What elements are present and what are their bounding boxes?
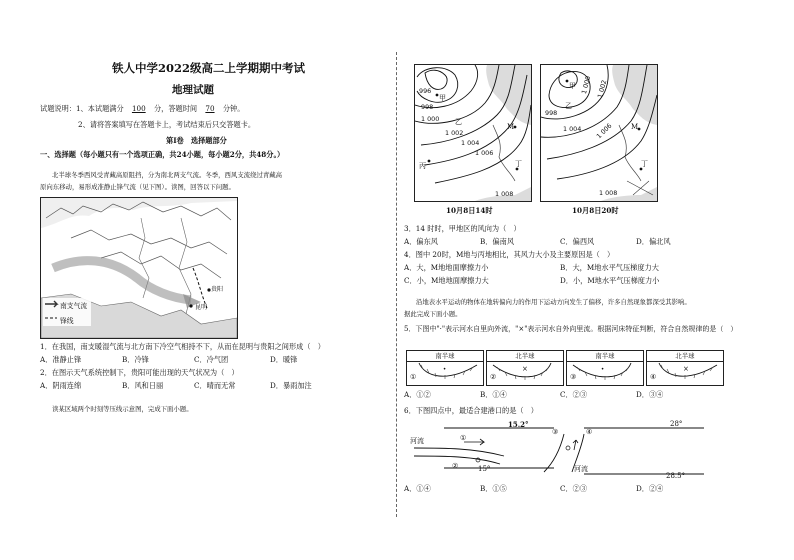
map2-caption: 10月8日20时: [572, 206, 619, 215]
q4-option-b[interactable]: B．大，M地水平气压梯度力大: [560, 263, 659, 272]
place-yi-map2: 乙: [565, 102, 572, 110]
isobar-label-1000: 1 000: [421, 115, 440, 123]
q3-stem: 3．14 时时，甲地区的风向为（ ）: [404, 224, 521, 233]
q5-panel-3-number: ③: [570, 373, 577, 381]
q4-option-a[interactable]: A．大，M地地面摩擦力小: [404, 263, 489, 272]
q6-option-a[interactable]: A．①④: [404, 484, 431, 493]
isobar-label-998: 998: [421, 103, 434, 111]
place-m-map2: M: [631, 123, 639, 131]
q6-option-c[interactable]: C．②③: [560, 484, 588, 493]
q5-option-c[interactable]: C．②③: [560, 390, 588, 399]
volume-heading: 第Ⅰ卷 选择题部分: [166, 136, 227, 145]
place-ding-map2: 丁: [641, 160, 648, 168]
place-m-map1: M: [507, 123, 515, 131]
lat-label-28-5: 28.5°: [666, 472, 686, 480]
isobar-label-1008-b: 1 008: [599, 189, 618, 197]
isobar-label-996: 996: [419, 87, 432, 95]
exam-subtitle: 地理试题: [172, 84, 214, 96]
front-map: [40, 197, 238, 339]
q2-option-d[interactable]: D．暴雨加注: [270, 381, 312, 390]
isobar-label-1008: 1 008: [495, 190, 514, 198]
passage-intro-2: 原向东移动，易形成准静止锋气流（见下图）。读图，回答以下问题。: [40, 183, 235, 191]
point-2: ②: [452, 462, 459, 470]
q5-stem: 5．下图中"·"表示河水自里向外流，"×"表示河水自外向里流。根据河床特征判断，符合自然规律的是（ ）: [404, 325, 738, 333]
q5-panel-3: [566, 350, 644, 386]
instructions-line1: 试题说明：1、本试题满分 100 分，答题时间 70 分钟。: [40, 104, 245, 113]
q6-diagram-graphic: [404, 420, 734, 480]
q3-option-c[interactable]: C．偏西风: [560, 237, 595, 246]
q5-panel-1: [406, 350, 484, 386]
q5-panel-4: [646, 350, 724, 386]
lat-label-15-2: 15.2°: [508, 420, 529, 429]
q4-option-d[interactable]: D．小，M地水平气压梯度力小: [560, 276, 660, 285]
instructions-line2: 2、请将答案填写在答题卡上，考试结束后只交答题卡。: [78, 120, 256, 129]
lat-label-15: 15°: [478, 465, 491, 473]
q6-option-b[interactable]: B．①⑤: [480, 484, 507, 493]
q5-option-a[interactable]: A．①②: [404, 390, 431, 399]
q5-panel-3-label: 南半球: [567, 351, 643, 362]
q6-stem: 6．下图四点中，最适合建港口的是（ ）: [404, 406, 538, 415]
isobar-map-20h: [540, 64, 658, 202]
place-yi-map1: 乙: [455, 118, 462, 126]
legend-south-stream: 南支气流: [60, 302, 88, 310]
q2-stem: 2．在图示天气系统控制下，贵阳可能出现的天气状况为（ ）: [40, 368, 239, 377]
place-bing-map1: 丙: [419, 162, 426, 170]
isobar-label-998-b: 998: [545, 109, 558, 117]
q5-panel-2-label: 北半球: [487, 351, 563, 362]
legend-front: 锋线: [60, 317, 74, 325]
q1-option-a[interactable]: A．准静止锋: [40, 355, 82, 364]
passage-coriolis-1: 沿地表水平运动的物体在地转偏向力的作用下运动方向发生了偏移，许多自然现象都深受其影响。: [416, 298, 691, 306]
q5-riverbed-3: [567, 361, 643, 385]
place-ding-map1: 丁: [515, 160, 522, 168]
q1-option-d[interactable]: D．暖锋: [270, 355, 298, 364]
exam-title: 铁人中学2022级高二上学期期中考试: [112, 61, 306, 75]
passage-coriolis-2: 据此完成下面小题。: [404, 310, 462, 318]
q5-panel-4-label: 北半球: [647, 351, 723, 362]
river-label-right: 河流: [574, 465, 588, 473]
q1-option-b[interactable]: B．冷锋: [122, 355, 149, 364]
label-guiyang: 贵阳: [211, 286, 224, 293]
point-3: ③: [552, 428, 559, 436]
q1-stem: 1．在我国，南支暖湿气流与北方南下冷空气相持不下，从而在昆明与贵阳之间形成（ ）: [40, 342, 325, 351]
q5-panel-2-number: ②: [490, 373, 497, 381]
q5-panel-4-number: ④: [650, 373, 657, 381]
q5-panel-1-number: ①: [410, 373, 417, 381]
isobar-label-1002-b: 1 002: [595, 79, 609, 99]
isobar-label-1006: 1 006: [475, 149, 494, 157]
column-separator: [396, 52, 397, 517]
isobar-label-1002: 1 002: [445, 129, 464, 137]
q6-diagram: [404, 420, 734, 480]
point-1: ①: [460, 434, 467, 442]
isobar-label-1004-b: 1 004: [563, 125, 582, 133]
label-kunming: 昆明: [195, 304, 208, 311]
lat-label-28: 28°: [670, 420, 683, 428]
place-jia-map2: 甲: [569, 82, 576, 90]
q4-stem: 4．图中 20时，M地与丙地相比，其风力大小及主要原因是（ ）: [404, 250, 615, 259]
river-label-left: 河流: [410, 437, 424, 445]
q5-panel-1-flow-mark: ·: [443, 365, 447, 375]
q5-panel-1-label: 南半球: [407, 351, 483, 362]
q3-option-a[interactable]: A．偏东风: [404, 237, 438, 246]
section-heading: 一、选择题（每小题只有一个选项正确，共24小题，每小题2分，共48分。）: [40, 150, 285, 159]
place-jia-map1: 甲: [439, 94, 446, 102]
map1-caption: 10月8日14时: [446, 206, 493, 215]
q6-option-d[interactable]: D．②④: [636, 484, 664, 493]
q3-option-d[interactable]: D．偏北风: [636, 237, 671, 246]
q5-panel-2: [486, 350, 564, 386]
point-4: ④: [586, 428, 593, 436]
q5-panel-4-flow-mark: ×: [683, 365, 689, 373]
isobar-label-1006-b: 1 006: [594, 121, 614, 141]
isobar-label-1000-b: 1 000: [579, 75, 593, 95]
q3-option-b[interactable]: B．偏南风: [480, 237, 515, 246]
passage-intro-isobar: 读某区域两个时刻等压线示意图，完成下面小题。: [52, 405, 193, 413]
q2-option-a[interactable]: A．阴雨连绵: [40, 381, 82, 390]
q5-panel-3-flow-mark: ·: [601, 365, 605, 375]
passage-intro-1: 北半球冬季西风受青藏高原阻挡，分为南北两支气流。冬季，西风支流绕过青藏高: [52, 171, 283, 179]
q5-option-d[interactable]: D．③④: [636, 390, 664, 399]
q2-option-b[interactable]: B．风和日丽: [122, 381, 164, 390]
isobar-map-14h: [414, 64, 532, 202]
q5-panel-2-flow-mark: ×: [522, 365, 528, 373]
isobar-label-1004: 1 004: [461, 139, 480, 147]
q4-option-c[interactable]: C．小，M地地面摩擦力大: [404, 276, 489, 285]
q2-option-c[interactable]: C．晴而无常: [194, 381, 236, 390]
q1-option-c[interactable]: C．冷气团: [194, 355, 229, 364]
isobar-map-14h-graphic: [415, 65, 531, 201]
q5-option-b[interactable]: B．①④: [480, 390, 507, 399]
